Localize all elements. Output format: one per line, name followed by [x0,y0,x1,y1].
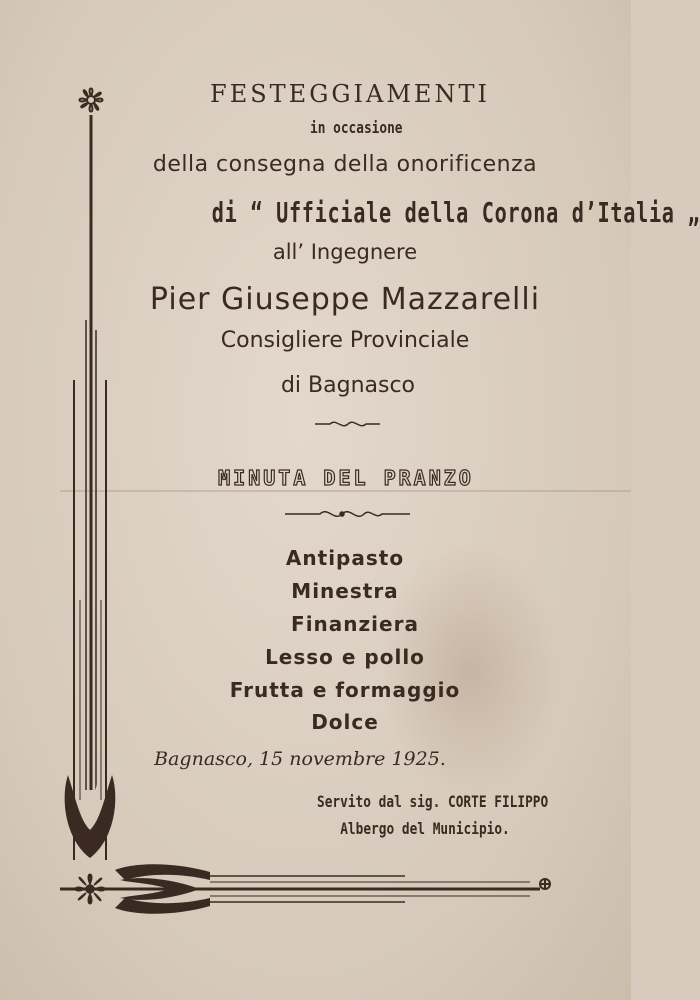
served-by-text: Servito dal sig. CORTE FILIPPO [317,792,549,811]
menu-item: Antipasto [285,546,405,570]
menu-item: Finanziera [291,612,419,636]
hotel-text: Albergo del Municipio. [340,819,510,838]
top-flower-icon [80,89,103,112]
heading-festeggiamenti: FESTEGGIAMENTI [210,80,490,108]
small-divider-ornament [315,422,380,425]
occasion-text: in occasione [310,118,403,137]
vertical-border-lines [74,115,106,860]
consegna-text: della consegna della onorificenza [152,152,538,177]
menu-title: MINUTA DEL PRANZO [218,466,474,490]
honor-title: di “ Ufficiale della Corona d’Italia „ [211,196,700,229]
engineer-text: all’ Ingegnere [272,240,418,264]
menu-divider-ornament [285,512,410,517]
menu-item: Dolce [311,710,379,734]
menu-item: Minestra [291,579,399,603]
date-line: Bagnasco, 15 novembre 1925. [154,748,446,770]
honoree-name: Pier Giuseppe Mazzarelli [149,282,541,317]
end-rosette-icon [540,879,550,889]
menu-item: Lesso e pollo [265,645,425,669]
menu-item: Frutta e formaggio [229,678,461,702]
place-text: di Bagnasco [280,373,416,398]
role-text: Consigliere Provinciale [220,328,470,353]
